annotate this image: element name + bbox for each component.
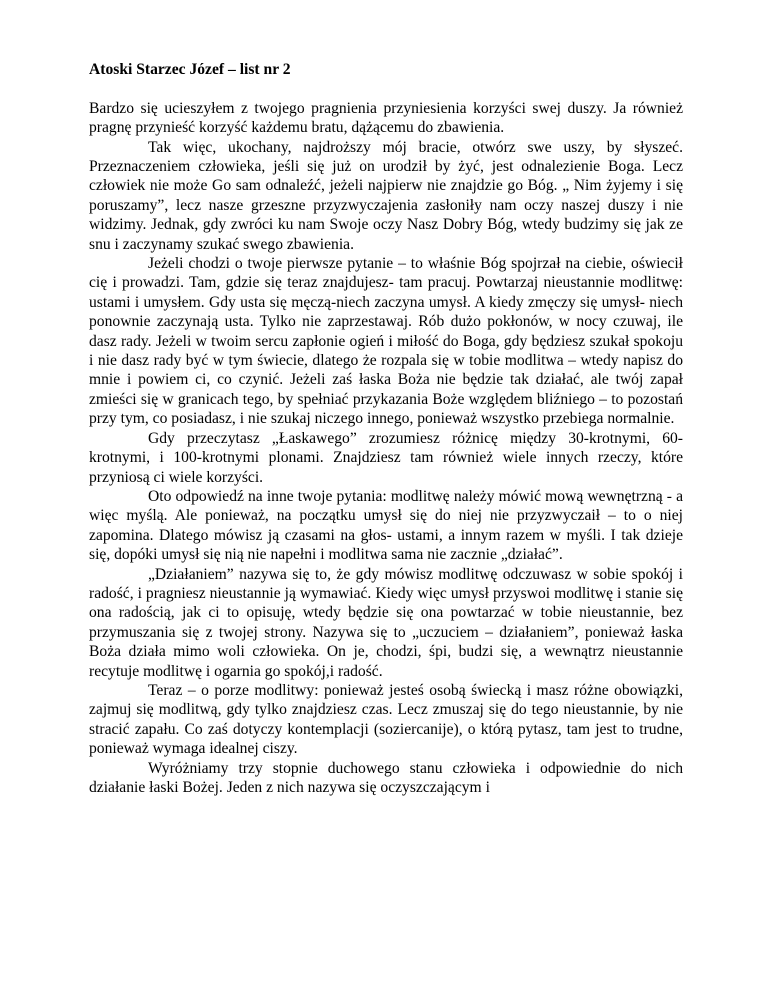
document-title: Atoski Starzec Józef – list nr 2 bbox=[89, 61, 291, 78]
paragraph-6: „Działaniem” nazywa się to, że gdy mówisz modlitwę odczuwasz w sobie spokój i radość, i pragniesz nieustannie ją wymawiać. Kiedy więc umysł przyswoi modlitwę i stanie się ona radością, jak ci to opisuję, wtedy będzie się ona powtarzać w tobie nieustannie, bez przymuszania się z twojej strony. Nazywa się to „uczuciem – działaniem”, ponieważ łaska Boża działa mimo woli człowieka. On je, chodzi, śpi, budzi się, a wewnątrz nieustannie recytuje modlitwę i ogarnia go spokój,i radość. bbox=[89, 565, 683, 680]
document-page bbox=[89, 60, 683, 797]
paragraph-2: Tak więc, ukochany, najdroższy mój bracie, otwórz swe uszy, by słyszeć. Przeznaczeniem człowieka, jeśli się już on urodził by żyć, jest odnalezienie Boga. Lecz człowiek nie może Go sam odnaleźć, jeżeli najpierw nie znajdzie go Bóg. „ Nim żyjemy i się poruszamy”, lecz nasze grzeszne przyzwyczajenia zasłoniły nam oczy naszej duszy i nie widzimy. Jednak, gdy zwróci ku nam Swoje oczy Nasz Dobry Bóg, wtedy budzimy się jak ze snu i zaczynamy szukać swego zbawienia. bbox=[89, 138, 683, 253]
paragraph-5: Oto odpowiedź na inne twoje pytania: modlitwę należy mówić mową wewnętrzną - a więc myślą. Ale ponieważ, na początku umysł się do niej nie przyzwyczaił – to o niej zapomina. Dlatego mówisz ją czasami na głos- ustami, a innym razem w myśli. I tak dzieje się, dopóki umysł się nią nie napełni i modlitwa sama nie zacznie „działać”. bbox=[89, 487, 683, 564]
paragraph-4: Gdy przeczytasz „Łaskawego” zrozumiesz różnicę między 30-krotnymi, 60-krotnymi, i 100-krotnymi plonami. Znajdziesz tam również wiele innych rzeczy, które przyniosą ci wiele korzyści. bbox=[89, 429, 683, 486]
paragraph-8: Wyróżniamy trzy stopnie duchowego stanu człowieka i odpowiednie do nich działanie łaski Bożej. Jeden z nich nazywa się oczyszczającym i bbox=[89, 759, 683, 797]
paragraph-1: Bardzo się ucieszyłem z twojego pragnienia przyniesienia korzyści swej duszy. Ja również pragnę przynieść korzyść każdemu bratu, dążącemu do zbawienia. bbox=[89, 99, 683, 137]
paragraph-3: Jeżeli chodzi o twoje pierwsze pytanie – to właśnie Bóg spojrzał na ciebie, oświecił cię i prowadzi. Tam, gdzie się teraz znajdujesz- tam pracuj. Powtarzaj nieustannie modlitwę: ustami i umysłem. Gdy usta się męczą-niech zaczyna umysł. A kiedy zmęczy się umysł- niech ponownie zaczynają usta. Tylko nie zaprzestawaj. Rób dużo pokłonów, w nocy czuwaj, ile dasz rady. Jeżeli w twoim sercu zapłonie ogień i miłość do Boga, gdy będziesz szukał spokoju i nie dasz rady być w tym świecie, dlatego że rozpala się w tobie modlitwa – wtedy napisz do mnie i powiem ci, co czynić. Jeżeli zaś łaska Boża nie będzie tak działać, ale twój zapał zmieści się w granicach tego, by spełniać przykazania Boże względem bliźniego – to pozostań przy tym, co posiadasz, i nie szukaj niczego innego, ponieważ wszystko przebiega normalnie. bbox=[89, 255, 683, 428]
paragraph-7: Teraz – o porze modlitwy: ponieważ jesteś osobą świecką i masz różne obowiązki, zajmuj się modlitwą, gdy tylko znajdziesz czas. Lecz zmuszaj się do tego nieustannie, by nie stracić zapału. Co zaś dotyczy kontemplacji (soziercanije), o którą pytasz, tam jest to trudne, ponieważ wymaga idealnej ciszy. bbox=[89, 681, 683, 758]
